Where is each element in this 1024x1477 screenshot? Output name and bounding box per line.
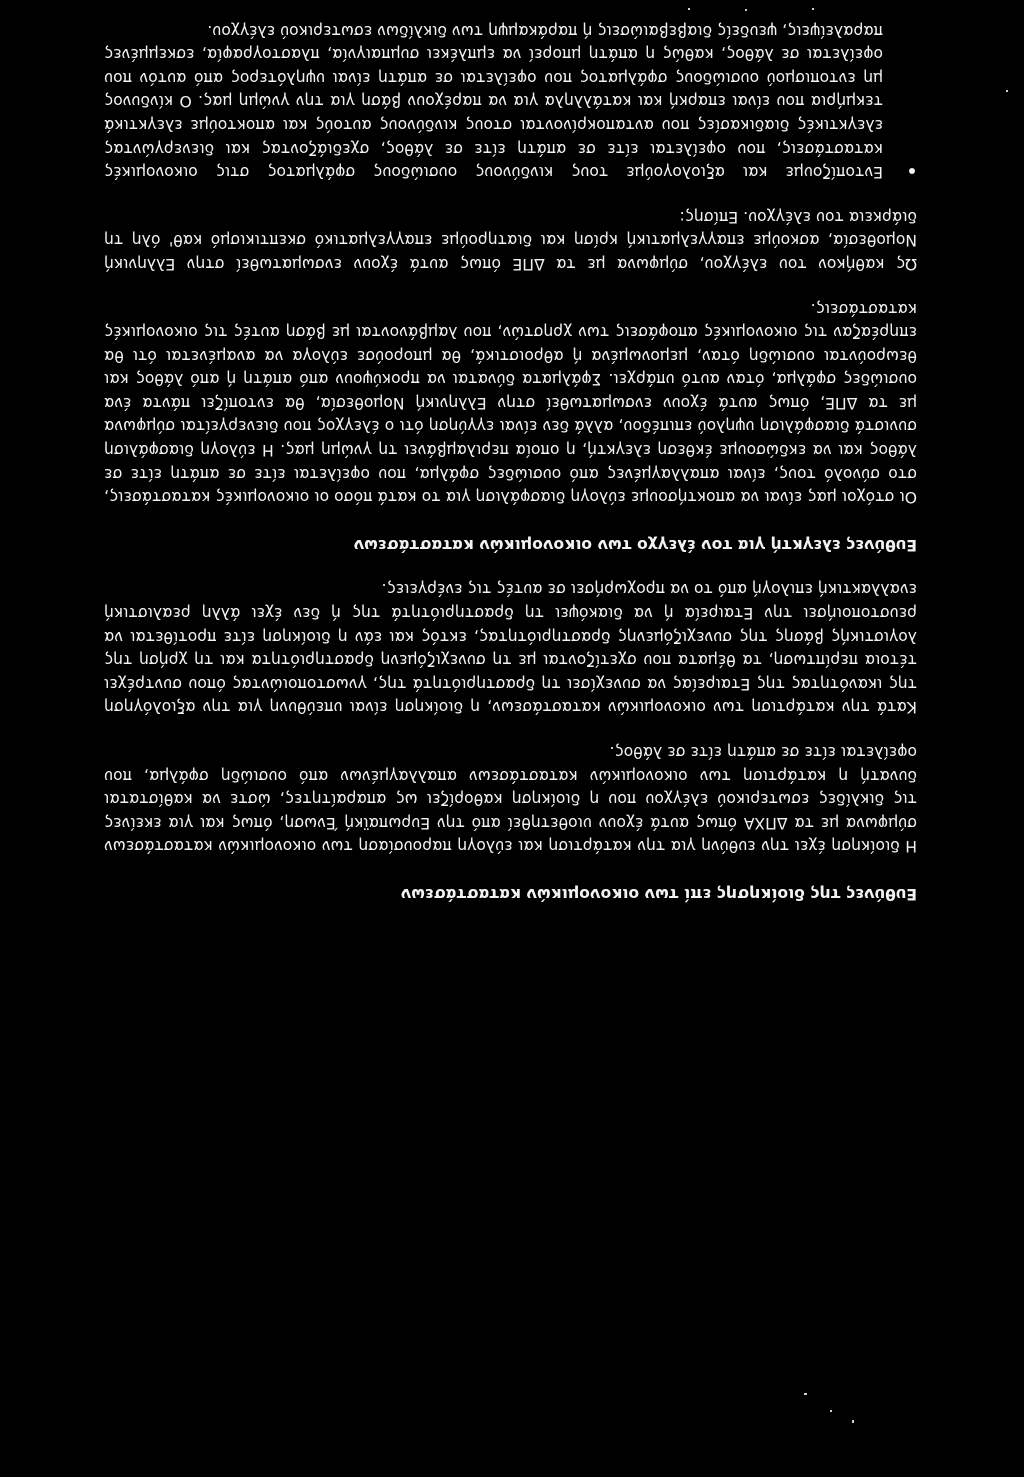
paragraph: Η διοίκηση έχει την ευθύνη για την κατάρτιση και εύλογη παρουσίαση των οικονομικών καταστάσεων σύμφωνα με τα ΔΠΧΑ όπως αυτά έχουν υιοθετηθεί από την Ευρωπαϊκή Ένωση, όπως και για εκείνες τις δικλίδες εσωτερικού ελέγχου που η διοίκηση καθορίζει ως απαραίτητες, ώστε να καθίσταται δυνατή η κατάρτιση των οικονομικών καταστάσεων απαλλαγμένων από ουσιώδη σφάλμα, που οφείλεται είτε σε απάτη είτε σε λάθος. (104, 743, 917, 856)
scan-speck (1006, 90, 1008, 92)
document-body (104, 0, 917, 905)
paragraph: Οι στόχοι μας είναι να αποκτήσουμε εύλογη διασφάλιση για το κατά πόσο οι οικονομικές καταστάσεις, στο σύνολό τους, είναι απαλλαγμένες από ουσιώδες σφάλμα, που οφείλεται είτε σε απάτη είτε σε λάθος και να εκδώσουμε έκθεση ελεγκτή, η οποία περιλαμβάνει τη γνώμη μας. Η εύλογη διασφάλιση συνιστά διασφάλιση υψηλού επιπέδου, αλλά δεν είναι εγγύηση ότι ο έλεγχος που διενεργείται σύμφωνα με τα ΔΠΕ, όπως αυτά έχουν ενσωματωθεί στην Ελληνική Νομοθεσία, θα εντοπίζει πάντα ένα ουσιώδες σφάλμα, όταν αυτό υπάρχει. Σφάλματα δύναται να προκύψουν από απάτη ή από λάθος και θεωρούνται ουσιώδη όταν, μεμονωμένα ή αθροιστικά, θα μπορούσε εύλογα να αναμένεται ότι θα επηρέαζαν τις οικονομικές αποφάσεις των χρηστών, που λαμβάνονται με βάση αυτές τις οικονομικές καταστάσεις. (104, 299, 917, 507)
bullet-text: Εντοπίζουμε και αξιολογούμε τους κινδύνους ουσιώδους σφάλματος στις οικονομικές καταστάσεις, που οφείλεται είτε σε απάτη είτε σε λάθος, σχεδιάζοντας και διενεργώντας ελεγκτικές διαδικασίες που ανταποκρίνονται στους κινδύνους αυτούς και αποκτούμε ελεγκτικά τεκμήρια που είναι επαρκή και κατάλληλα για να παρέχουν βάση για την γνώμη μας. Ο κίνδυνος μη εντοπισμού ουσιώδους σφάλματος που οφείλεται σε απάτη είναι υψηλότερος από αυτόν που οφείλεται σε λάθος, καθώς η απάτη μπορεί να εμπλέκει συμπαιγνία, πλαστογραφία, εσκεμμένες παραλείψεις, ψευδείς διαβεβαιώσεις ή παράκαμψη των δικλίδων εσωτερικού ελέγχου. (104, 21, 883, 182)
scan-speck (804, 1393, 807, 1395)
scan-speck (830, 1410, 832, 1412)
bullet-dot-icon (909, 168, 915, 174)
bullet-list (104, 0, 917, 183)
paragraph: Κατά την κατάρτιση των οικονομικών καταστάσεων, η διοίκηση είναι υπεύθυνη για την αξιολόγηση της ικανότητας της Εταιρείας να συνεχίσει τη δραστηριότητά της, γνωστοποιώντας όπου συντρέχει τέτοια περίπτωση, τα θέματα που σχετίζονται με τη συνεχιζόμενη δραστηριότητα και τη χρήση της λογιστικής βάσης της συνεχιζόμενης δραστηριότητας, εκτός και εάν η διοίκηση είτε προτίθεται να ρευστοποιήσει την Εταιρεία ή να διακόψει τη δραστηριότητά της ή δεν έχει άλλη ρεαλιστική εναλλακτική επιλογή από το να προχωρήσει σε αυτές τις ενέργειες. (104, 580, 917, 717)
bullet-item (104, 18, 917, 183)
section-heading-management-responsibilities: Ευθύνες της διοίκησης επί των οικονομικών καταστάσεων (400, 885, 917, 903)
paragraph: Ως καθήκον του ελέγχου, σύμφωνα με τα ΔΠΕ όπως αυτά έχουν ενσωματωθεί στην Ελληνική Νομοθεσία, ασκούμε επαγγελματική κρίση και διατηρούμε επαγγελματικό σκεπτικισμό καθ' όλη τη διάρκεια του ελέγχου. Επίσης: (104, 207, 917, 273)
section-heading-auditor-responsibilities: Ευθύνες ελεγκτή για τον έλεγχο των οικονομικών καταστάσεων (353, 535, 917, 554)
scan-speck (812, 8, 814, 10)
scan-speck (745, 9, 747, 11)
scan-speck (852, 1420, 854, 1423)
scan-speck (688, 8, 690, 10)
